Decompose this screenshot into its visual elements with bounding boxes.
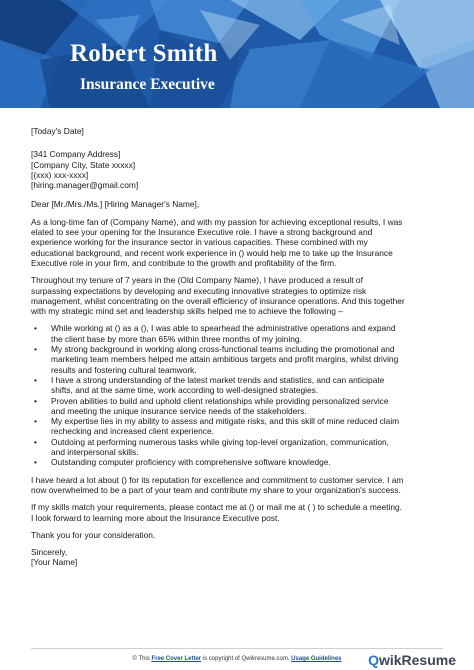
copyright-prefix: © This <box>132 656 152 662</box>
footer-divider <box>31 648 443 649</box>
list-item-line: marketing team members helped me attain ambitious targets and profit margins, whilst driving <box>51 354 399 365</box>
paragraph-interest <box>31 475 449 496</box>
paragraph-line: with my strategic mind set and leadership skills helped me to achieve the following – <box>31 306 343 317</box>
date-line: [Today's Date] <box>31 126 84 136</box>
paragraph-line: As a long-time fan of (Company Name), and with my passion for achieving exceptional results, I was <box>31 216 403 227</box>
bullet-icon: • <box>34 323 37 334</box>
salutation <box>31 199 449 209</box>
list-item-line: I have a strong understanding of the latest market trends and statistics, and can anticipate <box>51 374 385 385</box>
bullet-icon: • <box>34 374 37 385</box>
list-item-line: shifts, and at the same time, work according to well-designed strategies. <box>51 385 319 396</box>
list-item-line: Outstanding computer proficiency with comprehensive software knowledge. <box>51 457 331 468</box>
list-item-line: rechecking and increased client experience. <box>51 426 214 437</box>
paragraph-line: Throughout my tenure of 7 years in the (Old Company Name), I have produced a result of <box>31 275 363 286</box>
list-item-line: and meeting the unique insurance service needs of the stakeholders. <box>51 405 307 416</box>
recipient-address <box>31 149 449 190</box>
address-line: [hiring.manager@gmail.com] <box>31 180 139 191</box>
list-item <box>31 416 449 437</box>
paragraph-line: Executive role in your firm, and contribute to the growth and profitability of the firm. <box>31 257 337 268</box>
address-line: [Company City, State xxxxx] <box>31 159 136 170</box>
paragraph-line: experience working for the insurance sector in various capacities. These combined with my <box>31 237 368 248</box>
bullet-icon: • <box>34 436 37 447</box>
logo-q: Q <box>368 652 379 668</box>
closing-line: Sincerely, <box>31 547 68 558</box>
candidate-name: Robert Smith <box>70 40 218 67</box>
paragraph-experience <box>31 275 449 316</box>
copyright-middle: is copyright of Qwikresume.com. <box>201 656 292 662</box>
closing <box>31 547 449 568</box>
list-item-line: the client base by more than 65% within three months of my joining. <box>51 333 302 344</box>
address-line: [(xxx) xxx-xxxx] <box>31 169 89 180</box>
usage-guidelines-link[interactable]: Usage Guidelines <box>291 656 342 662</box>
paragraph-line: educational background, and recent work experience in () would help me to take up the Insurance <box>31 247 393 258</box>
list-item-line: Proven abilities to build and uphold client relationships while providing personalized service <box>51 395 389 406</box>
header-banner <box>0 0 474 108</box>
list-item-line: results and fostering cultural teamwork. <box>51 364 197 375</box>
free-cover-letter-link[interactable]: Free Cover Letter <box>151 656 202 662</box>
achievements-list <box>31 323 449 467</box>
list-item-line: Outdoing at performing numerous tasks while giving top-level organization, communication, <box>51 436 389 447</box>
list-item-line: My strong background in working along cross-functional teams including the promotional and <box>51 344 395 355</box>
qwikresume-logo[interactable] <box>368 652 456 668</box>
paragraph-line: If my skills match your requirements, please contact me at () or mail me at ( ) to schedule a meeting. <box>31 502 402 513</box>
letter-body <box>31 126 449 575</box>
paragraph-intro <box>31 217 449 268</box>
paragraph-line: I look forward to learning more about the Insurance Executive post. <box>31 512 280 523</box>
list-item <box>31 396 449 417</box>
address-line: [341 Company Address] <box>31 149 121 160</box>
paragraph-line: elated to see your opening for the Insurance Executive role. I have a strong background and <box>31 227 373 238</box>
list-item <box>31 457 449 467</box>
bullet-icon: • <box>34 344 37 355</box>
list-item-line: While working at () as a (), I was able to spearhead the administrative operations and expand <box>51 323 396 334</box>
bullet-icon: • <box>34 395 37 406</box>
list-item <box>31 323 449 344</box>
thanks-line: Thank you for your consideration. <box>31 529 156 540</box>
paragraph-contact <box>31 502 449 523</box>
list-item <box>31 344 449 375</box>
logo-text: wikResume <box>378 652 456 668</box>
job-title: Insurance Executive <box>80 76 215 93</box>
list-item-line: and interpersonal skills. <box>51 447 139 458</box>
date <box>31 126 449 136</box>
bullet-icon: • <box>34 416 37 427</box>
paragraph-line: now overwhelmed to be a part of your team and contribute my share to your organization's success. <box>31 484 401 495</box>
thanks <box>31 530 449 540</box>
salutation-line: Dear [Mr./Mrs./Ms.] [Hiring Manager's Name], <box>31 199 200 210</box>
list-item <box>31 375 449 396</box>
footer <box>0 648 474 670</box>
signature-name: [Your Name] <box>31 557 78 568</box>
bullet-icon: • <box>34 457 37 468</box>
list-item <box>31 437 449 458</box>
paragraph-line: management, whilst concentrating on the overall efficiency of insurance operations. And this together <box>31 295 405 306</box>
paragraph-line: I have heard a lot about () for its reputation for excellence and commitment to customer service. I am <box>31 474 404 485</box>
paragraph-line: surpassing expectations by developing and executing innovative strategies to optimize risk <box>31 285 367 296</box>
list-item-line: My expertise lies in my ability to assess and mitigate risks, and this skill of mine reduced claim <box>51 416 400 427</box>
